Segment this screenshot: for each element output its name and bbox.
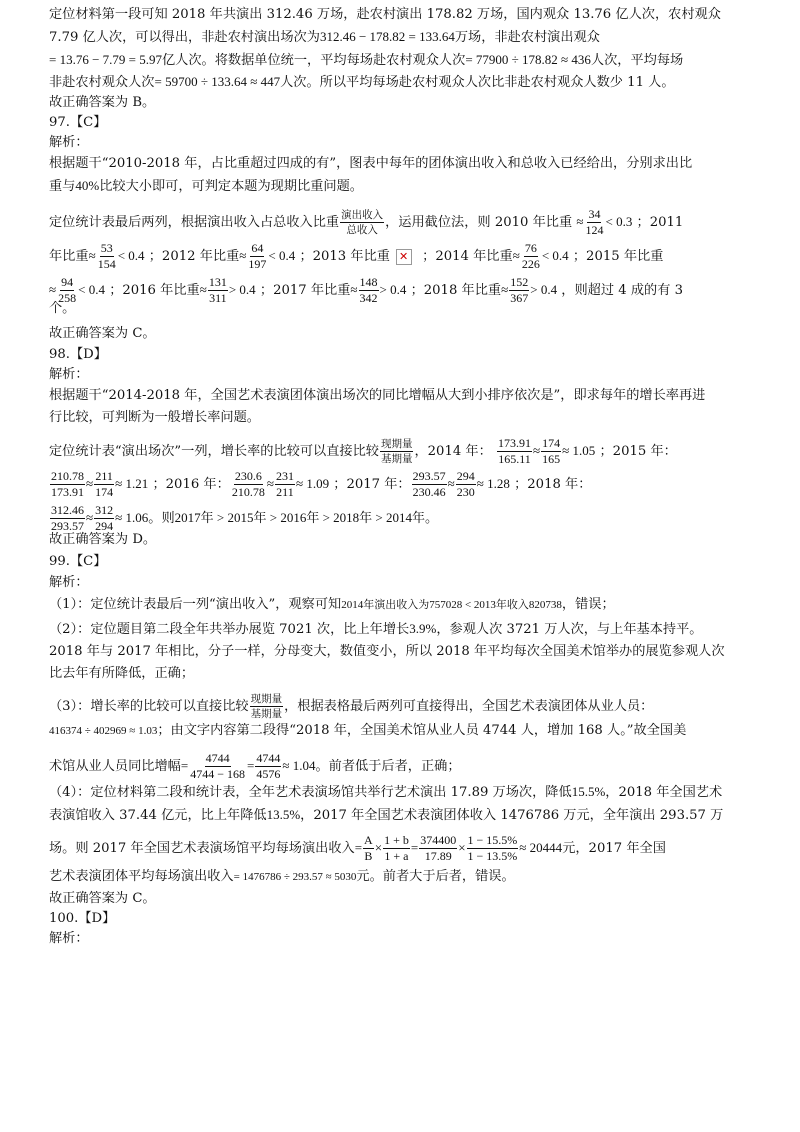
- math-expression: < 0.4: [268, 248, 296, 263]
- math-symbol: ×: [374, 840, 383, 855]
- text: 2018 年与 2017 年相比，分子一样，分母变大，数值变小，所以 2018 年平均每次全国美术馆举办的展览参观人次: [49, 644, 725, 659]
- text: ；2017 年：: [333, 477, 411, 492]
- answer-line: [49, 94, 155, 112]
- numerator: 210.78: [51, 469, 84, 483]
- text-line: [49, 665, 194, 683]
- text: 。则: [148, 511, 175, 526]
- text-line: [49, 470, 591, 499]
- numerator: 174: [542, 436, 561, 450]
- text-line: [49, 722, 686, 740]
- text-line: [49, 643, 725, 661]
- broken-image-icon: [396, 249, 412, 265]
- denominator: 230.46: [412, 485, 446, 499]
- math-symbol: ≈: [501, 282, 509, 297]
- fraction: [340, 209, 384, 236]
- text: 故正确答案为 C。: [49, 891, 156, 906]
- numerator: 231: [275, 469, 294, 483]
- text: ；2013 年比重: [299, 249, 390, 264]
- text: 万场，非赴农村演出观众: [454, 30, 600, 45]
- text: 个。: [49, 301, 76, 316]
- math-symbol: ≈: [512, 248, 520, 263]
- text: 定位统计表最后两列，根据演出收入占总收入比重: [49, 215, 340, 230]
- math-expression: 13.5%: [266, 807, 301, 822]
- text: 。前者低于后者，正确；: [315, 759, 461, 774]
- math-expression: > 0.4: [379, 282, 407, 297]
- text: （1）：定位统计表最后一列“演出收入”，观察可知: [49, 597, 342, 612]
- math-symbol: ≈: [49, 282, 57, 297]
- text-line: [49, 177, 363, 196]
- text: ；2012 年比重: [148, 249, 240, 264]
- math-expression: ≈ 1.09: [295, 476, 330, 491]
- math-symbol: =: [354, 840, 363, 855]
- numerator: 312: [95, 503, 114, 517]
- denominator: B: [364, 849, 373, 863]
- text: 比去年有所降低，正确；: [49, 666, 195, 681]
- text-line: [49, 783, 722, 802]
- text: ；2016 年比重: [109, 283, 200, 298]
- text: 。: [424, 511, 439, 526]
- numerator: 94: [61, 275, 74, 289]
- numerator: 374400: [420, 833, 457, 847]
- denominator: 总收入: [346, 224, 378, 236]
- math-symbol: ≈: [266, 476, 274, 491]
- fraction: [208, 276, 228, 305]
- question-label: [49, 553, 106, 571]
- fraction: [247, 242, 267, 271]
- numerator: 173.91: [498, 436, 532, 450]
- math-symbol: ≈: [86, 510, 94, 525]
- text-line: [49, 155, 692, 173]
- numerator: 53: [100, 241, 113, 255]
- question-label: [49, 910, 115, 928]
- text: ；2014 年比重: [422, 249, 513, 264]
- question-label: [49, 114, 106, 132]
- math-expression: = 59700 ÷ 133.64 ≈ 447: [154, 74, 281, 89]
- text: 故正确答案为 B。: [49, 95, 156, 110]
- math-symbol: ≈: [86, 476, 94, 491]
- numerator: 131: [208, 275, 227, 289]
- math-symbol: =: [247, 758, 255, 773]
- numerator: 4744: [205, 751, 230, 765]
- denominator: 197: [248, 257, 267, 271]
- fraction: [50, 470, 85, 499]
- math-expression: < 0.3: [605, 214, 633, 229]
- text: ，2017 年全国艺术表演团体收入 1476786 万元，全年演出 293.57 万: [300, 808, 724, 823]
- numerator: 现期量: [250, 693, 283, 705]
- denominator: 基期量: [250, 708, 283, 720]
- denominator: 154: [97, 257, 116, 271]
- math-expression: < 0.4: [541, 248, 569, 263]
- text-line: [49, 868, 515, 886]
- fraction: [359, 276, 379, 305]
- text: 解析：: [49, 367, 89, 382]
- text: ；2017 年比重: [259, 283, 351, 298]
- text-line: [49, 51, 683, 70]
- analysis-label: [49, 366, 89, 384]
- text-line: [49, 208, 683, 237]
- denominator: 1 − 13.5%: [467, 849, 518, 863]
- denominator: 367: [510, 291, 529, 305]
- question-label: [49, 346, 107, 364]
- denominator: 230: [456, 485, 475, 499]
- fraction: [509, 276, 529, 305]
- text: 故正确答案为 C。: [49, 326, 156, 341]
- text-line: [49, 437, 677, 466]
- text: （4）：定位材料第二段和统计表，全年艺术表演场馆共举行艺术演出 17.89 万场次，降低: [49, 785, 572, 800]
- math-expression: 15.5%: [571, 784, 606, 799]
- fraction: [412, 470, 447, 499]
- numerator: 211: [95, 469, 113, 483]
- text-line: [49, 409, 260, 427]
- math-expression: ≈ 20444: [519, 840, 563, 855]
- text: 解析：: [49, 135, 89, 150]
- text: ，则超过 4 成的有 3: [561, 283, 683, 298]
- math-expression: 2017年 > 2015年 > 2016年 > 2018年 > 2014年: [174, 510, 425, 525]
- math-expression: ≈ 1.04: [282, 758, 316, 773]
- text: 人次。所以平均每场赴农村观众人次比非赴农村观众人数少 11 人。: [280, 75, 675, 90]
- analysis-label: [49, 574, 89, 592]
- text-line: [49, 504, 438, 533]
- text: 场。则 2017 年全国艺术表演场馆平均每场演出收入: [49, 841, 355, 856]
- text-line: [49, 6, 721, 24]
- denominator: 211: [276, 485, 294, 499]
- fraction: [231, 470, 266, 499]
- text: ；由文字内容第二段得“2018 年，全国美术馆从业人员 4744 人，增加 168 人。”故全国美: [157, 723, 687, 738]
- denominator: 17.89: [424, 849, 452, 863]
- text: 定位材料第一段可知 2018 年共演出 312.46 万场，赴农村演出 178.82 万场，国内观众 13.76 亿人次，农村观众: [49, 7, 721, 22]
- math-expression: ≈ 1.05: [562, 443, 596, 458]
- text: ；2011: [636, 215, 684, 230]
- numerator: 现期量: [380, 438, 413, 450]
- denominator: 226: [521, 257, 540, 271]
- text: 故正确答案为 D。: [49, 532, 157, 547]
- numerator: 312.46: [51, 503, 84, 517]
- fraction: [380, 438, 414, 465]
- denominator: 165.11: [498, 452, 531, 466]
- text: 非赴农村观众人次: [49, 75, 155, 90]
- denominator: 342: [359, 291, 378, 305]
- math-expression: 312.46 − 178.82 = 133.64: [319, 29, 455, 44]
- text-line: [49, 620, 702, 639]
- text: 99.【C】: [49, 554, 107, 569]
- text: 重与: [49, 179, 76, 194]
- text: 元，2017 年全国: [562, 841, 666, 856]
- text: 98.【D】: [49, 347, 107, 362]
- math-symbol: ≈: [88, 248, 96, 263]
- analysis-label: [49, 930, 89, 948]
- text: 97.【C】: [49, 115, 107, 130]
- text: 亿人次。将数据单位统一，平均每场赴农村观众人次: [162, 53, 466, 68]
- text: 年比重: [49, 249, 89, 264]
- answer-line: [49, 325, 156, 343]
- fraction: [467, 834, 519, 863]
- numerator: 230.6: [234, 469, 262, 483]
- math-symbol: ≈: [576, 214, 584, 229]
- math-expression: > 0.4: [228, 282, 256, 297]
- denominator: 311: [209, 291, 227, 305]
- fraction: [456, 470, 476, 499]
- numerator: 294: [456, 469, 475, 483]
- math-expression: 2014年演出收入为757028 < 2013年收入820738: [341, 599, 562, 611]
- fraction: [521, 242, 541, 271]
- fraction: [250, 693, 284, 720]
- math-expression: ≈ 1.28: [476, 476, 510, 491]
- denominator: 4576: [256, 767, 281, 781]
- denominator: 173.91: [51, 485, 84, 499]
- math-symbol: ≈: [350, 282, 358, 297]
- text: ，错误；: [561, 597, 615, 612]
- numerator: 4744: [256, 751, 281, 765]
- analysis-label: [49, 134, 89, 152]
- math-expression: 3.9%: [409, 621, 437, 636]
- text: ；2018 年：: [514, 477, 592, 492]
- fraction: [97, 242, 117, 271]
- text-line: [49, 693, 653, 720]
- text-line: [49, 834, 666, 863]
- fraction: [584, 208, 604, 237]
- text: 元。前者大于后者，错误。: [356, 869, 515, 884]
- text: 根据题干“2014-2018 年，全国艺术表演团体演出场次的同比增幅从大到小排序依次是”，即求每年的增长率再进: [49, 388, 706, 403]
- math-symbol: ≈: [199, 282, 207, 297]
- denominator: 294: [95, 519, 114, 533]
- fraction: [94, 504, 114, 533]
- denominator: 4744 − 168: [190, 767, 245, 781]
- text-line: [49, 276, 683, 305]
- text: 术馆从业人员同比增幅: [49, 759, 181, 774]
- fraction: [363, 834, 374, 863]
- answer-line: [49, 531, 156, 549]
- text-line: [49, 242, 663, 271]
- text: 人次，平均每场: [590, 53, 684, 68]
- fraction: [383, 834, 410, 863]
- text: 7.79 亿人次，可以得出，非赴农村演出场次为: [49, 30, 320, 45]
- math-symbol: ≈: [239, 248, 247, 263]
- denominator: 165: [542, 452, 561, 466]
- text: ，运用截位法，则 2010 年比重: [385, 215, 573, 230]
- math-expression: 416374 ÷ 402969 ≈ 1.03: [49, 725, 158, 737]
- text: 比较大小即可，可判定本题为现期比重问题。: [99, 179, 363, 194]
- text: 行比较，可判断为一般增长率问题。: [49, 410, 260, 425]
- text-line: [49, 28, 600, 47]
- math-symbol: ≈: [447, 476, 455, 491]
- math-symbol: ≈: [533, 443, 541, 458]
- text: 定位统计表“演出场次”一列，增长率的比较可以直接比较: [49, 444, 379, 459]
- denominator: 124: [585, 223, 604, 237]
- math-expression: < 0.4: [78, 282, 105, 297]
- numerator: 293.57: [412, 469, 446, 483]
- math-expression: < 0.4: [117, 248, 145, 263]
- denominator: 258: [58, 291, 77, 305]
- numerator: 1 − 15.5%: [467, 833, 518, 847]
- numerator: 34: [588, 207, 601, 221]
- math-symbol: =: [410, 840, 419, 855]
- text: 根据题干“2010-2018 年，占比重超过四成的有”，图表中每年的团体演出收入和总收入已经给出，分别求出比: [49, 156, 693, 171]
- text: ，2014 年：: [414, 444, 492, 459]
- text: ；2015 年：: [599, 444, 677, 459]
- numerator: 152: [510, 275, 529, 289]
- numerator: A: [364, 833, 373, 847]
- math-expression: = 13.76 − 7.79 = 5.97: [49, 52, 162, 67]
- text: ，根据表格最后两列可直接得出，全国艺术表演团体从业人员：: [284, 699, 654, 714]
- text: ；2016 年：: [152, 477, 230, 492]
- numerator: 64: [251, 241, 264, 255]
- text-line: [49, 387, 705, 405]
- math-expression: = 77900 ÷ 178.82 ≈ 436: [465, 52, 591, 67]
- text-line: [49, 300, 75, 318]
- denominator: 293.57: [51, 519, 84, 533]
- denominator: 210.78: [231, 485, 265, 499]
- text: ，参观人次 3721 万人次，与上年基本持平。: [436, 622, 703, 637]
- fraction: [541, 437, 561, 466]
- text: ；2015 年比重: [572, 249, 664, 264]
- answer-line: [49, 890, 156, 908]
- math-expression: = 1476786 ÷ 293.57 ≈ 5030: [233, 871, 357, 883]
- fraction: [255, 752, 281, 781]
- fraction: [419, 834, 457, 863]
- numerator: 演出收入: [341, 209, 384, 221]
- denominator: 1 + a: [384, 849, 409, 863]
- text: 100.【D】: [49, 911, 116, 926]
- text: （2）：定位题目第二段全年共举办展览 7021 次，比上年增长: [49, 622, 410, 637]
- numerator: 148: [359, 275, 378, 289]
- text: 艺术表演团体平均每场演出收入: [49, 869, 234, 884]
- math-expression: > 0.4: [530, 282, 558, 297]
- math-expression: ≈ 1.21: [115, 476, 149, 491]
- text-line: [49, 806, 723, 825]
- text: ；2018 年比重: [410, 283, 502, 298]
- text: ，2018 年全国艺术: [605, 785, 723, 800]
- fraction: [497, 437, 532, 466]
- text-line: [49, 73, 675, 92]
- denominator: 基期量: [380, 453, 413, 465]
- math-expression: ≈ 1.06: [115, 510, 149, 525]
- text-line: [49, 596, 615, 614]
- text: 解析：: [49, 931, 89, 946]
- math-symbol: =: [180, 758, 189, 773]
- text: （3）：增长率的比较可以直接比较: [49, 699, 249, 714]
- text: 表演馆收入 37.44 亿元，比上年降低: [49, 808, 267, 823]
- math-expression: 40%: [75, 178, 100, 193]
- fraction: [275, 470, 295, 499]
- numerator: 1 + b: [384, 833, 409, 847]
- math-symbol: ×: [458, 840, 466, 855]
- fraction: [94, 470, 114, 499]
- fraction: [50, 504, 85, 533]
- fraction: [189, 752, 246, 781]
- denominator: 174: [95, 485, 114, 499]
- numerator: 76: [524, 241, 537, 255]
- text: 解析：: [49, 575, 89, 590]
- text-line: [49, 752, 461, 781]
